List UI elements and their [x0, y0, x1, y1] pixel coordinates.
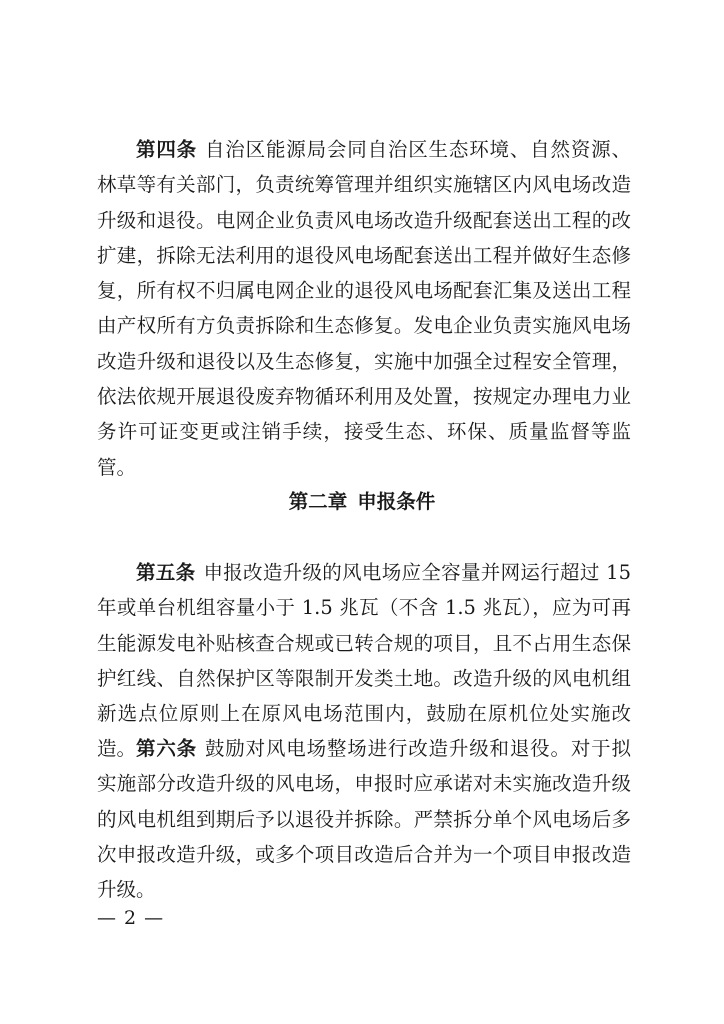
chapter-number: 第二章 [288, 490, 348, 513]
article-5-text: 申报改造升级的风电场应全容量并网运行超过 15 年或单台机组容量小于 1.5 兆瓦（不含 1.5 兆瓦），应为可再生能源发电补贴核查合规或已转合规的项目，且不占用生态保护红线、自然保护区等限制开发类土地。改造升级的风电机组新选点位原则上在原风电场范围内，鼓励在原机位处实施改造。 [97, 561, 631, 761]
article-4-paragraph [97, 132, 631, 485]
article-6-paragraph [97, 731, 631, 907]
article-6-label: 第六条 [136, 737, 197, 760]
page-number: — 2 — [97, 907, 165, 929]
article-4-text: 自治区能源局会同自治区生态环境、自然资源、林草等有关部门，负责统筹管理并组织实施辖区内风电场改造升级和退役。电网企业负责风电场改造升级配套送出工程的改扩建，拆除无法利用的退役风电场配套送出工程并做好生态修复，所有权不归属电网企业的退役风电场配套汇集及送出工程由产权所有方负责拆除和生态修复。发电企业负责实施风电场改造升级和退役以及生态修复，实施中加强全过程安全管理，依法依规开展退役废弃物循环利用及处置，按规定办理电力业务许可证变更或注销手续，接受生态、环保、质量监督等监管。 [97, 138, 631, 479]
article-5-label: 第五条 [136, 561, 196, 584]
article-6-text: 鼓励对风电场整场进行改造升级和退役。对于拟实施部分改造升级的风电场，申报时应承诺对未实施改造升级的风电机组到期后予以退役并拆除。严禁拆分单个风电场后多次申报改造升级，或多个项目改造后合并为一个项目申报改造升级。 [97, 737, 631, 902]
chapter-heading [0, 484, 724, 519]
chapter-title: 申报条件 [357, 490, 436, 513]
article-4-label: 第四条 [136, 138, 197, 161]
